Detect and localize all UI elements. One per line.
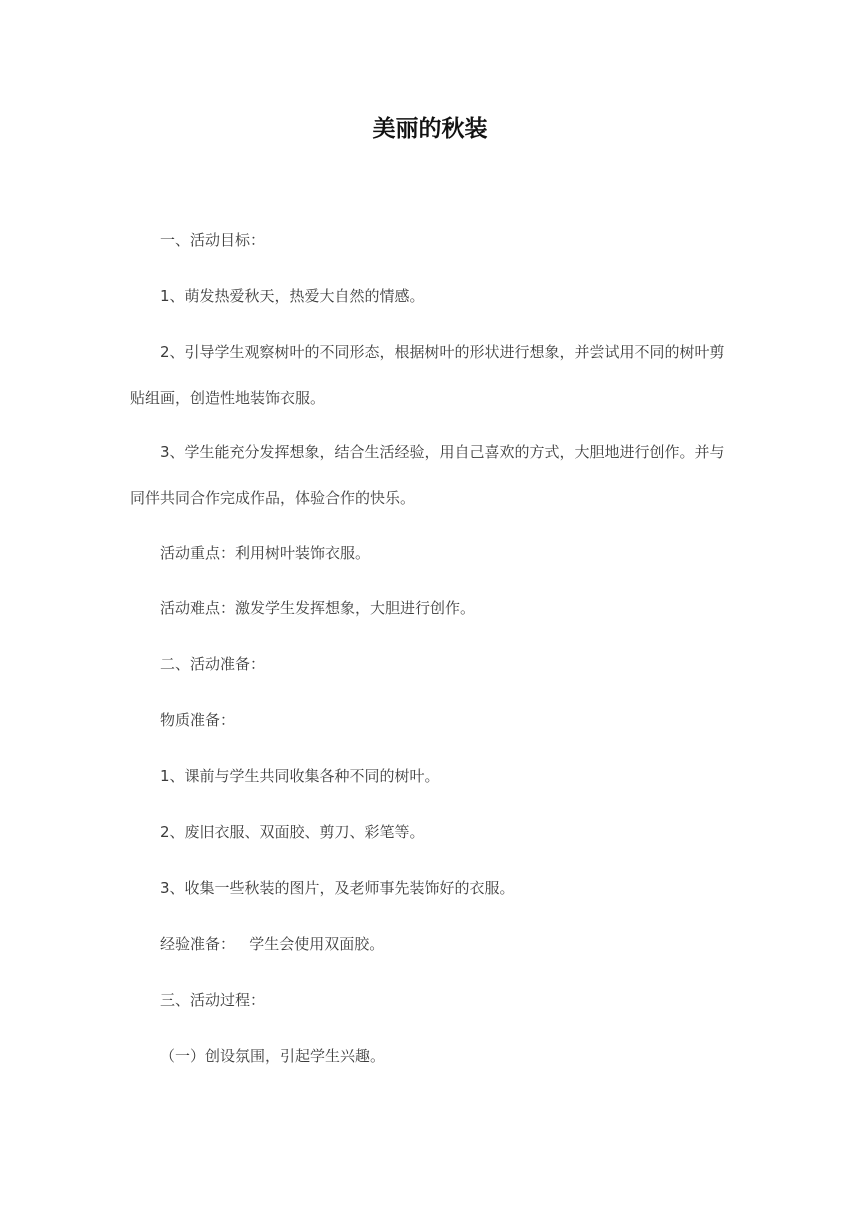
paragraph-difficulty: 活动难点：激发学生发挥想象，大胆进行创作。 <box>160 599 476 617</box>
paragraph-section-1-heading: 一、活动目标： <box>160 231 266 249</box>
paragraph-step-1: （一）创设氛围，引起学生兴趣。 <box>160 1047 386 1065</box>
paragraph-goal-1: 1、萌发热爱秋天，热爱大自然的情感。 <box>160 287 425 305</box>
paragraph-section-2-heading: 二、活动准备： <box>160 655 266 673</box>
document-title: 美丽的秋装 <box>372 116 488 142</box>
paragraph-material-heading: 物质准备： <box>160 711 236 729</box>
paragraph-section-3-heading: 三、活动过程： <box>160 991 266 1009</box>
paragraph-material-3: 3、收集一些秋装的图片，及老师事先装饰好的衣服。 <box>160 879 515 897</box>
paragraph-experience: 经验准备： 学生会使用双面胶。 <box>160 935 385 953</box>
paragraph-material-1: 1、课前与学生共同收集各种不同的树叶。 <box>160 767 440 785</box>
paragraph-key-point: 活动重点：利用树叶装饰衣服。 <box>160 544 371 562</box>
paragraph-material-2: 2、废旧衣服、双面胶、剪刀、彩笔等。 <box>160 823 425 841</box>
paragraph-goal-2: 2、引导学生观察树叶的不同形态，根据树叶的形状进行想象，并尝试用不同的树叶剪贴组画，创造性地装饰衣服。 <box>130 343 725 407</box>
paragraph-goal-3: 3、学生能充分发挥想象，结合生活经验，用自己喜欢的方式，大胆地进行创作。并与同伴共同合作完成作品，体验合作的快乐。 <box>130 443 725 507</box>
